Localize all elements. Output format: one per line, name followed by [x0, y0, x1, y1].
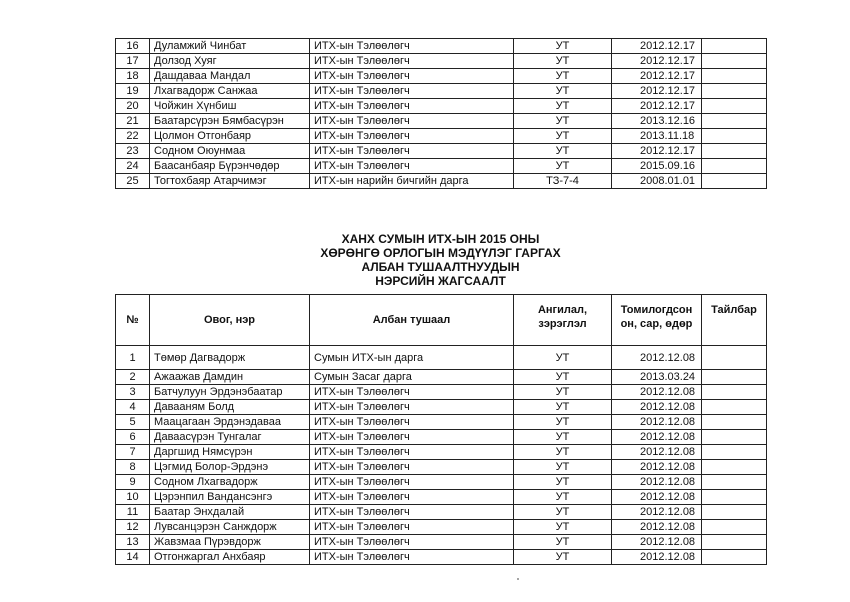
cell-class: УТ [514, 54, 612, 69]
cell-class: УТ [514, 490, 612, 505]
cell-number: 17 [116, 54, 150, 69]
cell-class: УТ [514, 39, 612, 54]
cell-number: 12 [116, 520, 150, 535]
cell-note [702, 520, 767, 535]
cell-position: ИТХ-ын Тэлөөлөгч [310, 159, 514, 174]
cell-name: Цэгмид Болор-Эрдэнэ [150, 460, 310, 475]
header-note: Тайлбар [702, 295, 767, 346]
cell-class: УТ [514, 445, 612, 460]
cell-position: ИТХ-ын Тэлөөлөгч [310, 114, 514, 129]
table-body [116, 346, 767, 565]
table-body [116, 39, 767, 189]
header-date: Томилогдсон он, сар, өдөр [612, 295, 702, 346]
cell-name: Баатарсүрэн Бямбасүрэн [150, 114, 310, 129]
cell-position: ИТХ-ын Тэлөөлөгч [310, 475, 514, 490]
cell-note [702, 385, 767, 400]
table-row [116, 69, 767, 84]
cell-note [702, 505, 767, 520]
cell-date: 2012.12.17 [612, 39, 702, 54]
cell-note [702, 99, 767, 114]
cell-class: УТ [514, 400, 612, 415]
table-row [116, 460, 767, 475]
cell-class: УТ [514, 550, 612, 565]
cell-name: Чойжин Хүнбиш [150, 99, 310, 114]
table-row [116, 400, 767, 415]
cell-note [702, 159, 767, 174]
cell-class: УТ [514, 520, 612, 535]
cell-date: 2012.12.08 [612, 445, 702, 460]
cell-number: 18 [116, 69, 150, 84]
header-position: Албан тушаал [310, 295, 514, 346]
cell-position: ИТХ-ын Тэлөөлөгч [310, 99, 514, 114]
cell-class: УТ [514, 144, 612, 159]
cell-class: УТ [514, 535, 612, 550]
table-row [116, 144, 767, 159]
cell-position: ИТХ-ын Тэлөөлөгч [310, 415, 514, 430]
cell-number: 9 [116, 475, 150, 490]
document-title [115, 232, 766, 288]
cell-class: ТЗ-7-4 [514, 174, 612, 189]
table-row [116, 174, 767, 189]
table-row [116, 84, 767, 99]
cell-number: 5 [116, 415, 150, 430]
cell-note [702, 69, 767, 84]
cell-name: Содном Оюунмаа [150, 144, 310, 159]
cell-date: 2012.12.08 [612, 430, 702, 445]
cell-class: УТ [514, 505, 612, 520]
cell-position: ИТХ-ын Тэлөөлөгч [310, 69, 514, 84]
cell-number: 6 [116, 430, 150, 445]
cell-class: УТ [514, 129, 612, 144]
cell-position: Сумын ИТХ-ын дарга [310, 346, 514, 370]
cell-class: УТ [514, 84, 612, 99]
cell-number: 13 [116, 535, 150, 550]
cell-name: Давааням Болд [150, 400, 310, 415]
cell-name: Даваасүрэн Тунгалаг [150, 430, 310, 445]
table-header-row [116, 295, 767, 346]
cell-number: 8 [116, 460, 150, 475]
cell-class: УТ [514, 69, 612, 84]
header-no: № [116, 295, 150, 346]
cell-position: ИТХ-ын Тэлөөлөгч [310, 144, 514, 159]
cell-note [702, 84, 767, 99]
cell-position: ИТХ-ын Тэлөөлөгч [310, 385, 514, 400]
cell-number: 16 [116, 39, 150, 54]
cell-note [702, 346, 767, 370]
cell-date: 2012.12.08 [612, 385, 702, 400]
cell-date: 2012.12.17 [612, 84, 702, 99]
table-row [116, 415, 767, 430]
officials-table [115, 294, 767, 565]
cell-note [702, 39, 767, 54]
cell-note [702, 144, 767, 159]
cell-name: Баатар Энхдалай [150, 505, 310, 520]
cell-class: УТ [514, 415, 612, 430]
cell-date: 2012.12.17 [612, 54, 702, 69]
cell-name: Батчулуун Эрдэнэбаатар [150, 385, 310, 400]
cell-date: 2012.12.08 [612, 490, 702, 505]
table-row [116, 159, 767, 174]
cell-note [702, 114, 767, 129]
cell-name: Баасанбаяр Бүрэнчөдөр [150, 159, 310, 174]
cell-class: УТ [514, 114, 612, 129]
cell-number: 14 [116, 550, 150, 565]
table-row [116, 445, 767, 460]
cell-number: 7 [116, 445, 150, 460]
table-row [116, 490, 767, 505]
cell-note [702, 535, 767, 550]
cell-date: 2012.12.17 [612, 69, 702, 84]
cell-number: 10 [116, 490, 150, 505]
table-row [116, 39, 767, 54]
table-row [116, 535, 767, 550]
cell-number: 4 [116, 400, 150, 415]
cell-position: ИТХ-ын Тэлөөлөгч [310, 445, 514, 460]
cell-number: 20 [116, 99, 150, 114]
cell-date: 2013.12.16 [612, 114, 702, 129]
cell-class: УТ [514, 99, 612, 114]
cell-note [702, 129, 767, 144]
cell-note [702, 430, 767, 445]
cell-name: Дуламжий Чинбат [150, 39, 310, 54]
cell-number: 24 [116, 159, 150, 174]
cell-number: 19 [116, 84, 150, 99]
cell-name: Жавзмаа Пүрэвдорж [150, 535, 310, 550]
table-row [116, 430, 767, 445]
cell-class: УТ [514, 346, 612, 370]
header-name: Овог, нэр [150, 295, 310, 346]
cell-number: 23 [116, 144, 150, 159]
cell-class: УТ [514, 460, 612, 475]
table-row [116, 99, 767, 114]
officials-table-continued [115, 38, 767, 189]
cell-position: ИТХ-ын Тэлөөлөгч [310, 520, 514, 535]
cell-number: 25 [116, 174, 150, 189]
cell-name: Дашдаваа Мандал [150, 69, 310, 84]
table-row [116, 54, 767, 69]
cell-note [702, 54, 767, 69]
cell-position: Сумын Засаг дарга [310, 370, 514, 385]
cell-position: ИТХ-ын Тэлөөлөгч [310, 84, 514, 99]
cell-date: 2012.12.08 [612, 415, 702, 430]
cell-name: Отгонжаргал Анхбаяр [150, 550, 310, 565]
cell-number: 3 [116, 385, 150, 400]
cell-position: ИТХ-ын нарийн бичгийн дарга [310, 174, 514, 189]
cell-class: УТ [514, 370, 612, 385]
title-line-3: АЛБАН ТУШААЛТНУУДЫН [361, 260, 520, 274]
cell-date: 2012.12.08 [612, 346, 702, 370]
title-line-2: ХӨРӨНГӨ ОРЛОГЫН МЭДҮҮЛЭГ ГАРГАХ [320, 246, 561, 260]
cell-name: Цэрэнпил Вандансэнгэ [150, 490, 310, 505]
cell-date: 2012.12.08 [612, 460, 702, 475]
cell-date: 2012.12.17 [612, 144, 702, 159]
cell-class: УТ [514, 475, 612, 490]
cell-note [702, 174, 767, 189]
cell-note [702, 370, 767, 385]
cell-position: ИТХ-ын Тэлөөлөгч [310, 54, 514, 69]
cell-date: 2012.12.17 [612, 99, 702, 114]
cell-position: ИТХ-ын Тэлөөлөгч [310, 400, 514, 415]
table-row [116, 505, 767, 520]
cell-position: ИТХ-ын Тэлөөлөгч [310, 430, 514, 445]
cell-date: 2012.12.08 [612, 475, 702, 490]
cell-name: Төмөр Дагвадорж [150, 346, 310, 370]
cell-name: Лувсанцэрэн Санждорж [150, 520, 310, 535]
cell-position: ИТХ-ын Тэлөөлөгч [310, 490, 514, 505]
table-row [116, 114, 767, 129]
title-line-1: ХАНХ СУМЫН ИТХ-ЫН 2015 ОНЫ [341, 232, 540, 246]
cell-date: 2015.09.16 [612, 159, 702, 174]
cell-position: ИТХ-ын Тэлөөлөгч [310, 535, 514, 550]
table-row [116, 520, 767, 535]
table-row [116, 129, 767, 144]
scan-speck [517, 578, 519, 580]
cell-note [702, 550, 767, 565]
cell-note [702, 490, 767, 505]
cell-date: 2008.01.01 [612, 174, 702, 189]
cell-number: 1 [116, 346, 150, 370]
cell-date: 2012.12.08 [612, 400, 702, 415]
table-row [116, 346, 767, 370]
cell-name: Лхагвадорж Санжаа [150, 84, 310, 99]
table-row [116, 385, 767, 400]
cell-note [702, 415, 767, 430]
cell-position: ИТХ-ын Тэлөөлөгч [310, 550, 514, 565]
cell-number: 21 [116, 114, 150, 129]
cell-name: Маацагаан Эрдэнэдаваа [150, 415, 310, 430]
cell-position: ИТХ-ын Тэлөөлөгч [310, 129, 514, 144]
cell-position: ИТХ-ын Тэлөөлөгч [310, 460, 514, 475]
cell-class: УТ [514, 385, 612, 400]
header-class: Ангилал, зэрэглэл [514, 295, 612, 346]
cell-name: Даргшид Нямсүрэн [150, 445, 310, 460]
cell-position: ИТХ-ын Тэлөөлөгч [310, 505, 514, 520]
cell-name: Тогтохбаяр Атарчимэг [150, 174, 310, 189]
title-line-4: НЭРСИЙН ЖАГСААЛТ [375, 274, 506, 288]
cell-name: Ажаажав Дамдин [150, 370, 310, 385]
cell-class: УТ [514, 430, 612, 445]
cell-date: 2013.03.24 [612, 370, 702, 385]
cell-number: 2 [116, 370, 150, 385]
cell-class: УТ [514, 159, 612, 174]
cell-date: 2012.12.08 [612, 550, 702, 565]
cell-note [702, 400, 767, 415]
cell-name: Долзод Хуяг [150, 54, 310, 69]
cell-name: Цолмон Отгонбаяр [150, 129, 310, 144]
cell-name: Содном Лхагвадорж [150, 475, 310, 490]
cell-note [702, 475, 767, 490]
cell-note [702, 460, 767, 475]
cell-date: 2013.11.18 [612, 129, 702, 144]
cell-position: ИТХ-ын Тэлөөлөгч [310, 39, 514, 54]
cell-note [702, 445, 767, 460]
table-row [116, 370, 767, 385]
cell-date: 2012.12.08 [612, 520, 702, 535]
table-row [116, 550, 767, 565]
table-row [116, 475, 767, 490]
cell-number: 22 [116, 129, 150, 144]
cell-date: 2012.12.08 [612, 535, 702, 550]
cell-date: 2012.12.08 [612, 505, 702, 520]
cell-number: 11 [116, 505, 150, 520]
